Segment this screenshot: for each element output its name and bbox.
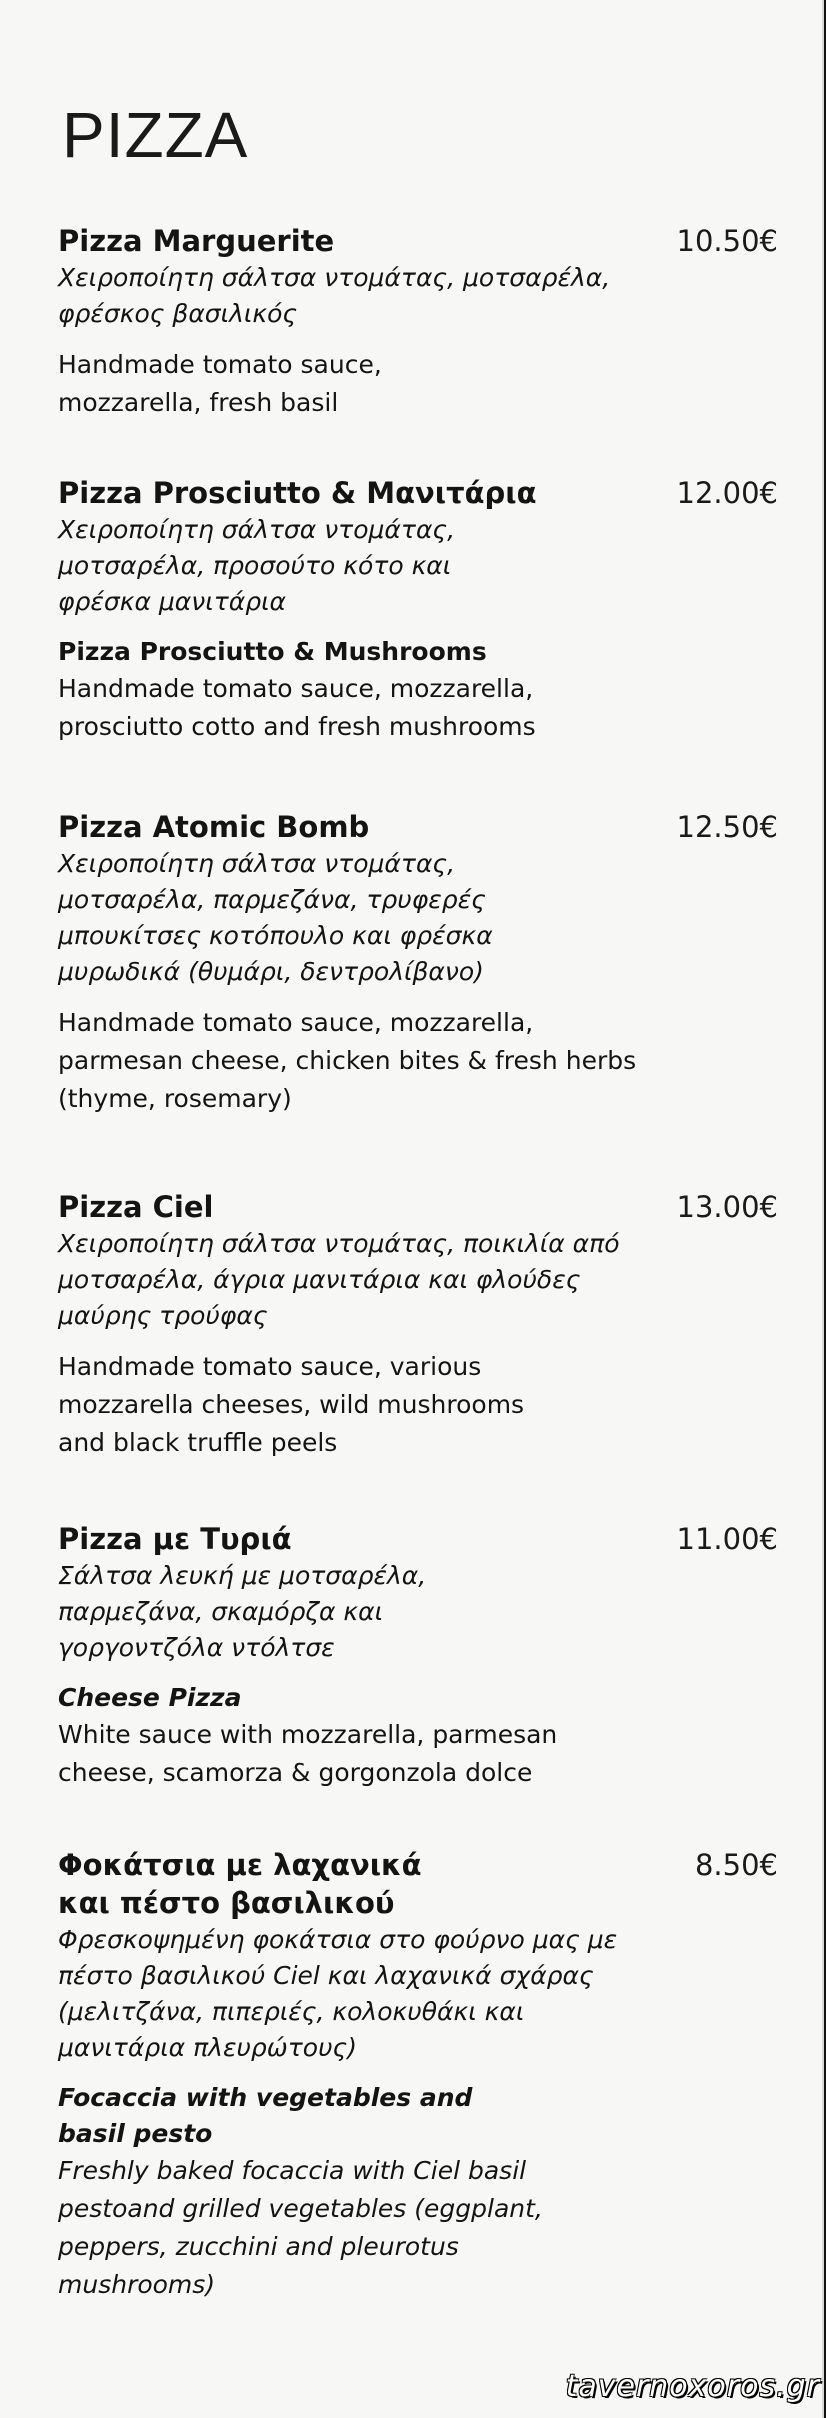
menu-item [58,1520,778,1792]
item-name-english: Focaccia with vegetables and basil pesto [58,2083,473,2148]
item-price: 12.00€ [676,476,778,510]
item-price: 10.50€ [676,224,778,258]
item-description-english: Handmade tomato sauce, various mozzarella cheeses, wild mushrooms and black truffle peels [58,1352,525,1457]
item-description-greek: Σάλτσα λευκή με μοτσαρέλα, παρμεζάνα, σκαμόρζα και γοργοντζόλα ντόλτσε [58,1561,427,1662]
menu-item [58,474,778,746]
item-price: 12.50€ [676,810,778,844]
item-name: Pizza Prosciutto & Μανιτάρια [58,476,537,510]
item-description-english: White sauce with mozzarella, parmesan cheese, scamorza & gorgonzola dolce [58,1720,558,1787]
item-name: Pizza Atomic Bomb [58,810,370,844]
item-name: Pizza με Τυριά [58,1522,292,1556]
item-description-greek: Χειροποίητη σάλτσα ντομάτας, ποικιλία από μοτσαρέλα, άγρια μανιτάρια και φλούδες μαύρης τρούφας [58,1229,620,1330]
item-price: 8.50€ [694,1848,778,1882]
item-description-greek: Φρεσκοψημένη φοκάτσια στο φούρνο μας με πέστο βασιλικού Ciel και λαχανικά σχάρας (μελιτζάνα, πιπεριές, κολοκυθάκι και μανιτάρια πλευρώτους) [58,1925,618,2062]
item-name-english: Pizza Prosciutto & Mushrooms [58,637,487,666]
item-name: Pizza Marguerite [58,224,335,258]
item-description-english: Freshly baked focaccia with Ciel basil pestoand grilled vegetables (eggplant, peppers, zucchini and pleurotus mushrooms) [58,2156,543,2299]
section-title: PIZZA [62,99,249,171]
item-description-greek: Χειροποίητη σάλτσα ντομάτας, μοτσαρέλα, παρμεζάνα, τρυφερές μπουκίτσες κοτόπουλο και φρέσκα μυρωδικά (θυμάρι, δεντρολίβανο) [58,849,493,986]
item-description-english: Handmade tomato sauce, mozzarella, fresh basil [58,350,382,417]
item-description-greek: Χειροποίητη σάλτσα ντομάτας, μοτσαρέλα, φρέσκος βασιλικός [58,263,611,328]
item-description-english: Handmade tomato sauce, mozzarella, parmesan cheese, chicken bites & fresh herbs (thyme, rosemary) [58,1008,637,1113]
item-price: 11.00€ [676,1522,778,1556]
item-name-english: Cheese Pizza [58,1683,242,1712]
menu-item [58,222,778,422]
item-name: Pizza Ciel [58,1190,214,1224]
item-price: 13.00€ [676,1190,778,1224]
site-watermark: tavernoxoros.gr [565,2369,820,2404]
menu-item [58,1846,778,2304]
item-description-greek: Χειροποίητη σάλτσα ντομάτας, μοτσαρέλα, προσούτο κότο και φρέσκα μανιτάρια [58,515,456,616]
menu-item [58,808,778,1118]
item-description-english: Handmade tomato sauce, mozzarella, prosciutto cotto and fresh mushrooms [58,674,536,741]
menu-item [58,1188,778,1462]
item-name: Φοκάτσια με λαχανικά και πέστο βασιλικού [58,1848,422,1920]
